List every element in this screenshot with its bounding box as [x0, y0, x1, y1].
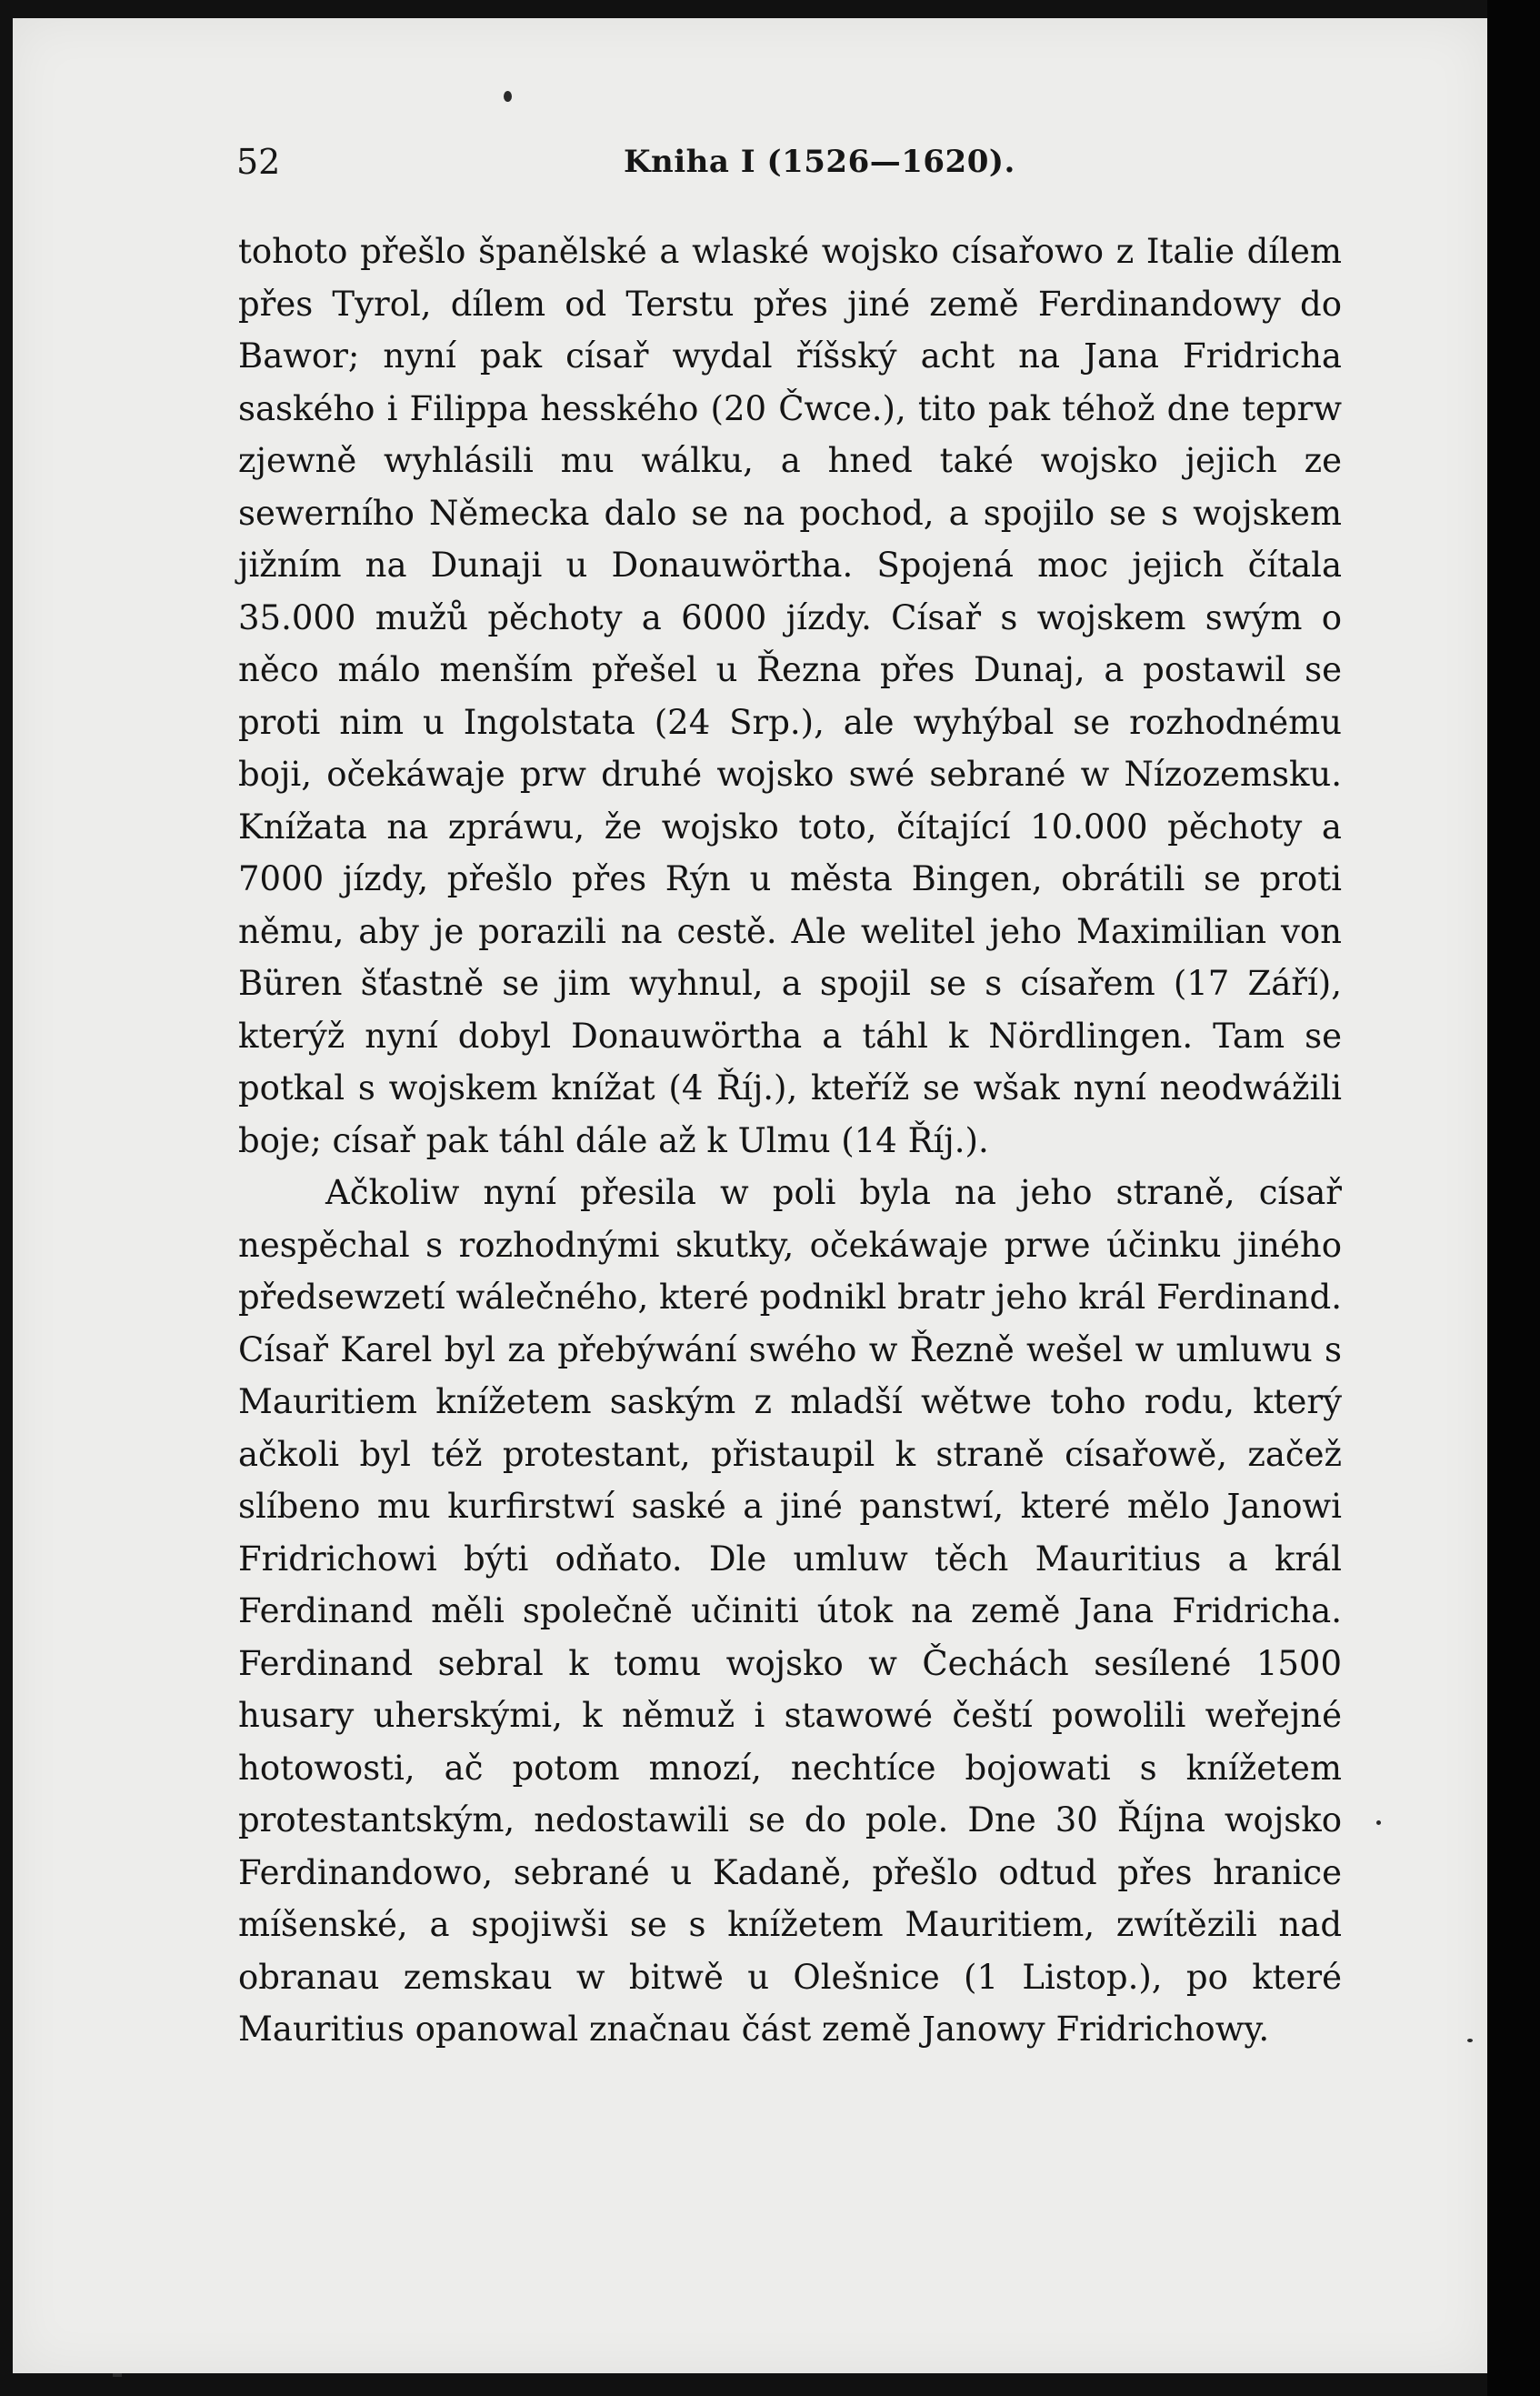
paragraph: tohoto přešlo španělské a wlaské wojsko císařowo z Italie dílem přes Tyrol, dílem od Terstu přes jiné země Ferdinandowy do Bawor; nyní pak císař wydal říšský acht na Jana Fridricha saského i Filippa hesského (20 Čwce.), tito pak téhož dne teprw zjewně wyhlásili mu wálku, a hned také wojsko jejich ze sewerního Německa dalo se na pochod, a spojilo se s wojskem jižním na Dunaji u Donauwörtha. Spojená moc jejich čítala 35.000 mužů pěchoty a 6000 jízdy. Císař s wojskem swým o něco málo menším přešel u Řezna přes Dunaj, a postawil se proti nim u Ingolstata (24 Srp.), ale wyhýbal se rozhodnému boji, očekáwaje prw druhé wojsko swé sebrané w Nízozemsku. Knížata na zpráwu, že wojsko toto, čítající 10.000 pěchoty a 7000 jízdy, přešlo přes Rýn u města Bingen, obrátili se proti němu, aby je porazili na cestě. Ale welitel jeho Maximilian von Büren šťastně se jim wyhnul, a spojil se s císařem (17 Září), kterýž nyní dobyl Donauwörtha a táhl k Nördlingen. Tam se potkal s wojskem knížat (4 Říj.), kteříž se wšak nyní neodwážili boje; císař pak táhl dále až k Ulmu (14 Říj.). [238, 232, 1342, 1160]
ink-speck [504, 91, 512, 102]
ink-speck [113, 2373, 122, 2377]
page-edge-shadow [1487, 0, 1540, 2396]
page-number: 52 [236, 142, 281, 182]
page-header [224, 136, 1351, 200]
paragraph: Ačkoliw nyní přesila w poli byla na jeho straně, císař nespěchal s rozhodnými skutky, očekáwaje prwe účinku jiného předsewzetí wálečného, které podnikl bratr jeho král Ferdinand. Císař Karel byl za přebýwání swého w Řezně wešel w umluwu s Mauritiem knížetem saským z mladší wětwe toho rodu, který ačkoli byl též protestant, přistaupil k straně císařowě, začež slíbeno mu kurfirstwí saské a jiné panstwí, které mělo Janowi Fridrichowi býti odňato. Dle umluw těch Mauritius a král Ferdinand měli společně učiniti útok na země Jana Fridricha. Ferdinand sebral k tomu wojsko w Čechách sesílené 1500 husary uherskými, k němuž i stawowé čeští powolili weřejné hotowosti, ač potom mnozí, nechtíce bojowati s knížetem protestantským, nedostawili se do pole. Dne 30 Října wojsko Ferdinandowo, sebrané u Kadaně, přešlo odtud přes hranice míšenské, a spojiwši se s knížetem Mauritiem, zwítězili nad obranau zemskau w bitwě u Olešnice (1 Listop.), po které Mauritius opanowal značnau část země Janowy Fridrichowy. [238, 1173, 1342, 2049]
ink-speck [1376, 1820, 1381, 1825]
ink-speck [1467, 2039, 1473, 2042]
running-title: Kniha I (1526—1620). [624, 144, 1015, 180]
body-text [238, 226, 1342, 2056]
